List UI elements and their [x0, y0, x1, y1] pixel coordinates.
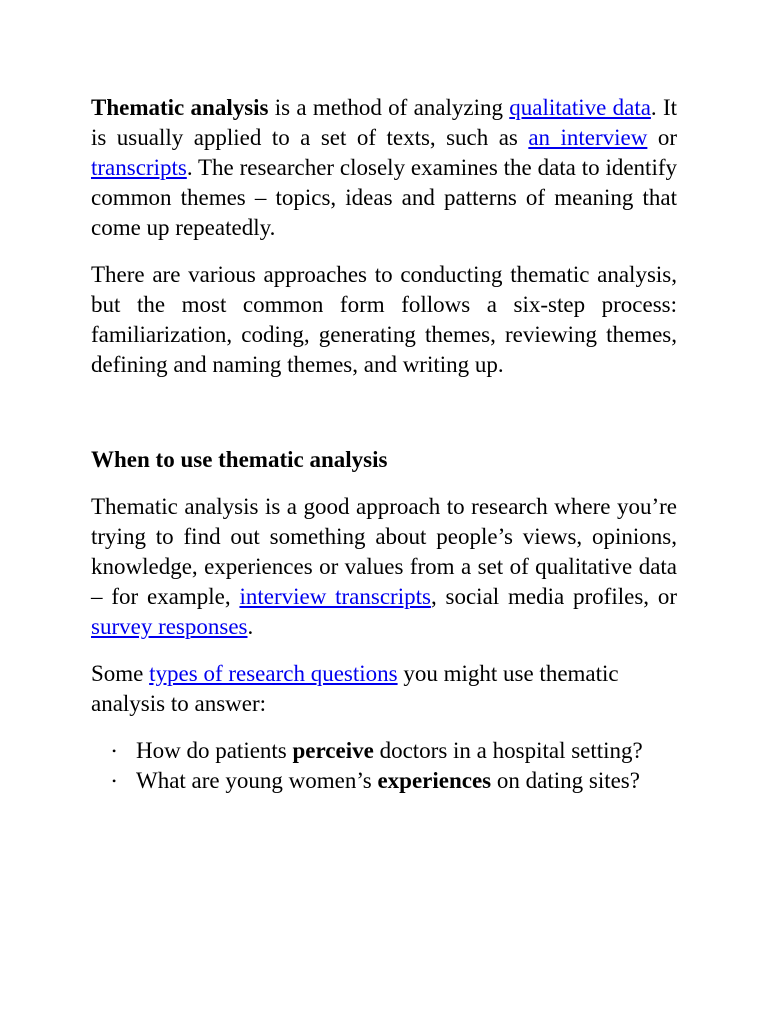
- intro-text-4: . The researcher closely examines the data to identify common themes – topics, ideas and patterns of meaning that come up repeatedly.: [91, 155, 677, 240]
- link-survey-responses[interactable]: survey responses: [91, 614, 248, 639]
- bullet-icon: •: [112, 774, 117, 788]
- link-qualitative-data[interactable]: qualitative data: [509, 95, 651, 120]
- link-interview-transcripts[interactable]: interview transcripts: [239, 584, 431, 609]
- when-text-3: .: [247, 614, 254, 639]
- question-after: on dating sites?: [491, 768, 640, 793]
- questions-list: [91, 736, 677, 796]
- when-text-2: , social media profiles, or: [430, 584, 678, 609]
- approaches-paragraph: There are various approaches to conducting thematic analysis, but the most common form follows a six-step process: familiarization, coding, generating themes, reviewing themes, defining and naming themes, and writing up.: [91, 262, 677, 377]
- intro-text-3: or: [647, 125, 677, 150]
- question-before: What are young women’s: [136, 768, 378, 793]
- question-before: How do patients: [136, 738, 293, 763]
- link-transcripts[interactable]: transcripts: [91, 155, 187, 180]
- question-bold: experiences: [377, 768, 492, 793]
- list-item: [91, 766, 677, 796]
- question-after: doctors in a hospital setting?: [373, 738, 643, 763]
- list-item: [91, 736, 677, 766]
- document-body: [91, 93, 677, 796]
- questions-intro-paragraph: [91, 659, 677, 719]
- link-an-interview[interactable]: an interview: [528, 125, 648, 150]
- intro-paragraph: [91, 93, 677, 243]
- when-paragraph: [91, 492, 677, 642]
- when-text-1: Thematic analysis is a good approach to research where you’re trying to find out something about people’s views, opinions, knowledge, experiences or values from a set of qualitative data – for example,: [91, 494, 677, 609]
- questions-intro-text-1: Some: [91, 661, 150, 686]
- intro-text-2: . It is usually applied to a set of texts, such as: [91, 95, 677, 150]
- intro-text-1: is a method of analyzing: [268, 95, 510, 120]
- link-types-of-research-questions[interactable]: types of research questions: [149, 661, 398, 686]
- intro-term: Thematic analysis: [91, 95, 269, 120]
- questions-intro-text-2: you might use thematic analysis to answer:: [91, 661, 619, 716]
- question-bold: perceive: [292, 738, 374, 763]
- section-heading: When to use thematic analysis: [91, 447, 388, 472]
- bullet-icon: •: [112, 744, 117, 758]
